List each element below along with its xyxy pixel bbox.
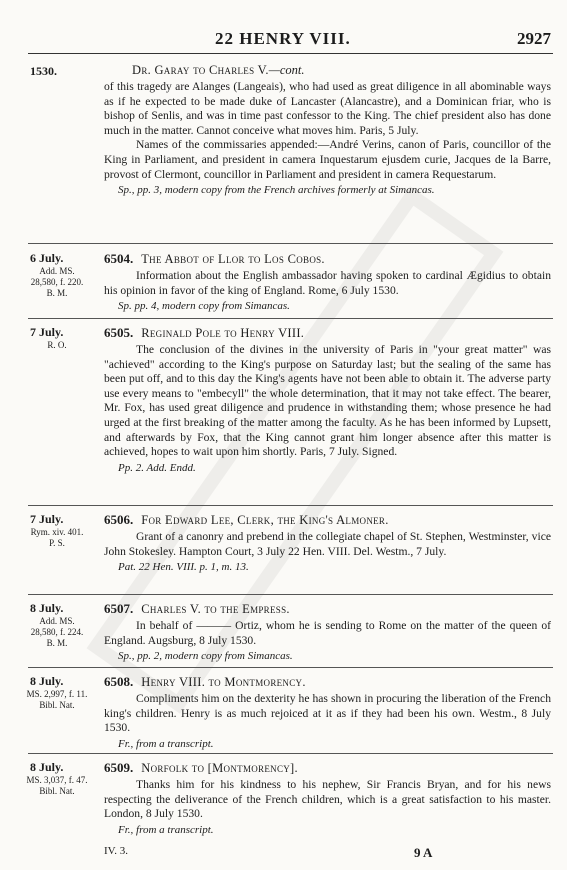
footer-gathering-mark: 9 A (414, 845, 433, 860)
entry-ref: MS. 3,037, f. 47. (26, 775, 88, 785)
entry-heading-line (104, 62, 551, 78)
entry-source-note: Pat. 22 Hen. VIII. p. 1, m. 13. (118, 561, 249, 574)
entry-margin (24, 252, 90, 299)
entry-body (104, 760, 551, 837)
entry-number: 6508. (104, 674, 134, 689)
entry-number: 6505. (104, 325, 134, 340)
entry-date: 6 July. (30, 251, 64, 265)
entry-margin (24, 602, 90, 649)
entry-ref: Rym. xiv. 401. (30, 527, 84, 537)
entry-source-note: Sp., pp. 2, modern copy from Simancas. (118, 650, 293, 663)
entry-heading: For Edward Lee, Clerk, the King's Almoner. (141, 513, 389, 527)
entry-body (104, 251, 551, 314)
running-head (0, 29, 567, 51)
entry-body (104, 512, 551, 575)
entry-ref: Add. MS. (39, 266, 75, 276)
entry-date: 8 July. (30, 760, 64, 774)
entry-margin (24, 65, 90, 79)
entry-margin (24, 761, 90, 797)
entry-paragraph: Information about the English ambassador having spoken to cardinal Ægidius to obtain his opinion in favor of the king of England. Rome, 6 July 1530. (104, 269, 551, 297)
entry-ref: MS. 2,997, f. 11. (26, 689, 88, 699)
header-rule (28, 53, 553, 54)
entry-divider (28, 753, 553, 754)
entry-margin (24, 513, 90, 549)
entry-date: 8 July. (30, 674, 64, 688)
entry-heading: The Abbot of Llor to Los Cobos. (141, 252, 325, 266)
entry-date: 8 July. (30, 601, 64, 615)
entry-date: 7 July. (30, 512, 64, 526)
entry-heading: Henry VIII. to Montmorency. (141, 675, 306, 689)
entry-ref: 28,580, f. 220. (30, 277, 84, 287)
entry-divider (28, 243, 553, 244)
entry-heading-line (104, 325, 551, 341)
entry-source-note: Sp., pp. 3, modern copy from the French archives formerly at Simancas. (118, 184, 435, 197)
entry-number: 6507. (104, 601, 134, 616)
entry-paragraph: of this tragedy are Alanges (Langeais), who had used as great diligence in all abominable ways as if he expected to be made duke of Lancaster (Alancastre), and a Dominican friar, who is bishop of Senlis, and was in time past confessor to the King. The chief president also has done much in the matter. Cannot conceive what moves him. Paris, 5 July. (104, 80, 551, 137)
entry-paragraph: Compliments him on the dexterity he has shown in procuring the liberation of the French king's children. Henry is as much rejoiced at it as if they had been his own. Westm., 8 July 1530. (104, 692, 551, 735)
entry-heading: Charles V. to the Empress. (141, 602, 290, 616)
entry-ref: R. O. (47, 340, 67, 350)
entry-body (104, 62, 551, 198)
entry-number: 6506. (104, 512, 134, 527)
entry-paragraph: Thanks him for his kindness to his nephew, Sir Francis Bryan, and for his news respecting the deliverance of the French children, which is a great satisfaction to his master. London, 8 July 1530. (104, 778, 551, 821)
entry-heading-line (104, 601, 551, 617)
entry-body (104, 674, 551, 751)
entry-heading-suffix: —cont. (268, 63, 305, 77)
entry-number: 6504. (104, 251, 134, 266)
entry-heading: Reginald Pole to Henry VIII. (141, 326, 305, 340)
entry-heading-line (104, 512, 551, 528)
entry-ref: Add. MS. (39, 616, 75, 626)
entry-number: 6509. (104, 760, 134, 775)
footer-signature: IV. 3. (104, 845, 128, 857)
entry-ref: Bibl. Nat. (39, 700, 75, 710)
entry-date: 1530. (30, 64, 57, 78)
entry-paragraph: In behalf of ——— Ortiz, whom he is sending to Rome on the matter of the queen of England. Augsburg, 8 July 1530. (104, 619, 551, 647)
entry-paragraph: Grant of a canonry and prebend in the collegiate chapel of St. Stephen, Westminster, vice John Stokesley. Hampton Court, 3 July 22 Hen. VIII. Del. Westm., 7 July. (104, 530, 551, 558)
entry-paragraph: Names of the commissaries appended:—André Verins, canon of Paris, councillor of the King in Parliament, and president in camera Inquestarum ejusdem curie, Jacques de la Barre, provost of Clermont, councillor in Parliament and president in camera Requestarum. (104, 138, 551, 181)
entry-divider (28, 594, 553, 595)
entry-margin (24, 326, 90, 351)
entry-ref: B. M. (46, 288, 68, 298)
entry-body (104, 325, 551, 475)
entry-source-note: Fr., from a transcript. (118, 737, 214, 750)
entry-margin (24, 675, 90, 711)
entry-paragraph: The conclusion of the divines in the university of Paris in "your great matter" was "achieved" according to the King's purpose on Saturday last; but the sealing of the same has been put off, and to this day the King's agents have not been able to obtain it. The adverse party use every means to "embecyll" the whole determination, that it may not take effect. The bearer, Mr. Fox, has used great diligence and prudence in withstanding them; whose presence he had urged at the first breaking of the matter among the faculty. As he has been informed by Lupsett, and afterwards by Fox, that the King cannot grant him longer absence after this matter is achieved, hopes to wait upon him shortly. Paris, 7 July. Signed. (104, 343, 551, 459)
entry-divider (28, 667, 553, 668)
entry-divider (28, 318, 553, 319)
entry-source-note: Pp. 2. Add. Endd. (118, 461, 196, 474)
entry-date: 7 July. (30, 325, 64, 339)
entry-ref: 28,580, f. 224. (30, 627, 84, 637)
entry-ref: B. M. (46, 638, 68, 648)
entry-source-note: Sp. pp. 4, modern copy from Simancas. (118, 300, 290, 313)
entry-heading-line (104, 674, 551, 690)
entry-heading-line (104, 760, 551, 776)
entry-divider (28, 505, 553, 506)
entry-heading: Dr. Garay to Charles V. (132, 63, 269, 77)
entry-heading: Norfolk to [Montmorency]. (141, 761, 298, 775)
entry-body (104, 601, 551, 664)
page-number: 2927 (517, 29, 551, 48)
running-title: 22 HENRY VIII. (215, 29, 351, 48)
entry-source-note: Fr., from a transcript. (118, 823, 214, 836)
entry-ref: P. S. (49, 538, 65, 548)
entry-heading-line (104, 251, 551, 267)
entry-ref: Bibl. Nat. (39, 786, 75, 796)
